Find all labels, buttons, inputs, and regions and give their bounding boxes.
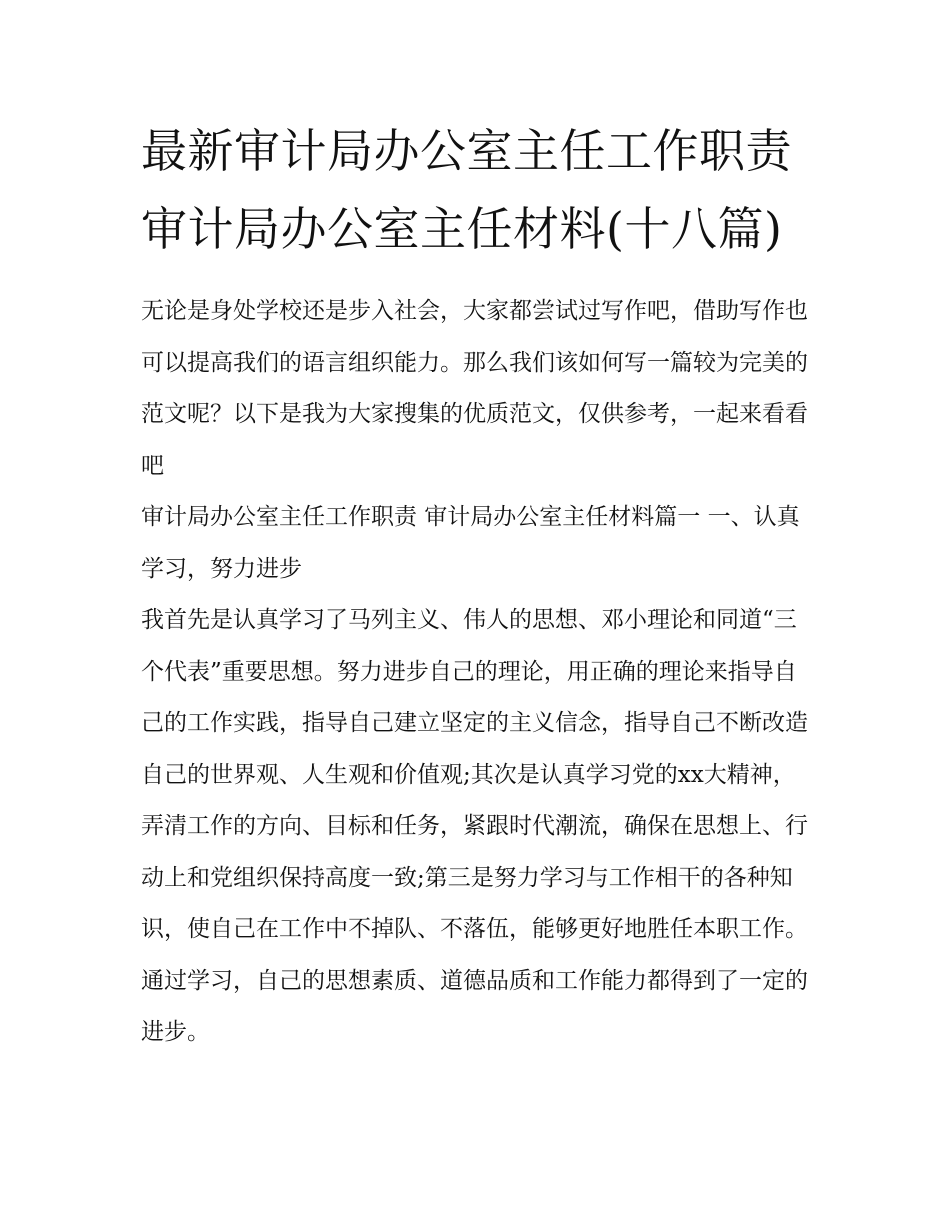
intro-paragraph: 无论是身处学校还是步入社会，大家都尝试过写作吧，借助写作也可以提高我们的语言组织能力。那么我们该如何写一篇较为完美的范文呢？以下是我为大家搜集的优质范文，仅供参考，一起来看看吧 [141, 298, 808, 479]
document-title: 最新审计局办公室主任工作职责 审计局办公室主任材料(十八篇) [141, 124, 792, 256]
body-paragraph: 我首先是认真学习了马列主义、伟人的思想、邓小理论和同道“三个代表”重要思想。努力进步自己的理论，用正确的理论来指导自己的工作实践，指导自己建立坚定的主义信念，指导自己不断改造自己的世界观、人生观和价值观;其次是认真学习党的xx大精神，弄清工作的方向、目标和任务，紧跟时代潮流，确保在思想上、行动上和党组织保持高度一致;第三是努力学习与工作相干的各种知识，使自己在工作中不掉队、不落伍，能够更好地胜任本职工作。通过学习，自己的思想素质、道德品质和工作能力都得到了一定的进步。 [141, 607, 808, 1045]
section-heading-paragraph: 审计局办公室主任工作职责 审计局办公室主任材料篇一 一、认真学习，努力进步 [141, 504, 800, 582]
document-page [141, 112, 817, 1059]
